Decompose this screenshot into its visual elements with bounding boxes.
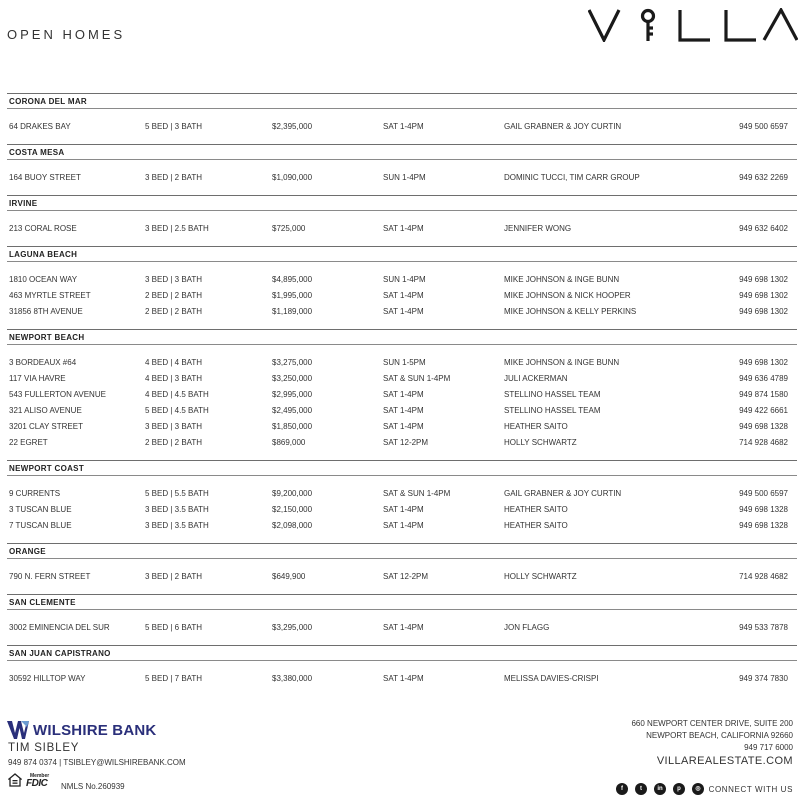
villa-logo <box>588 8 798 42</box>
listing-price: $2,150,000 <box>272 505 313 514</box>
bank-name: WILSHIRE BANK <box>33 721 157 739</box>
listing-address: 1810 OCEAN WAY <box>9 275 78 284</box>
equal-housing-icon <box>8 773 22 787</box>
listing-agent: MIKE JOHNSON & NICK HOOPER <box>504 291 631 300</box>
page-title: OPEN HOMES <box>7 27 126 42</box>
listing-agent: HOLLY SCHWARTZ <box>504 438 577 447</box>
city-listings <box>7 211 797 246</box>
city-header: SAN JUAN CAPISTRANO <box>7 645 797 661</box>
listing-beds-baths: 3 BED | 3 BATH <box>145 275 203 284</box>
listing-address: 64 DRAKES BAY <box>9 122 71 131</box>
listing-address: 3201 CLAY STREET <box>9 422 83 431</box>
listing-price: $3,380,000 <box>272 674 313 683</box>
listing-beds-baths: 4 BED | 3 BATH <box>145 374 203 383</box>
city-header: ORANGE <box>7 543 797 559</box>
loan-officer-name: TIM SIBLEY <box>8 742 80 754</box>
listing-phone: 949 636 4789 <box>739 374 788 383</box>
pinterest-icon[interactable]: p <box>673 783 685 795</box>
listing-phone: 949 698 1302 <box>739 307 788 316</box>
listing-beds-baths: 3 BED | 3 BATH <box>145 422 203 431</box>
table-row <box>7 221 797 237</box>
listing-phone: 714 928 4682 <box>739 572 788 581</box>
listing-beds-baths: 2 BED | 2 BATH <box>145 307 203 316</box>
table-row <box>7 387 797 403</box>
listing-price: $9,200,000 <box>272 489 313 498</box>
listing-price: $3,295,000 <box>272 623 313 632</box>
listing-price: $2,098,000 <box>272 521 313 530</box>
table-row <box>7 170 797 186</box>
listing-beds-baths: 5 BED | 3 BATH <box>145 122 203 131</box>
listing-open-time: SAT 12-2PM <box>383 438 429 447</box>
listing-phone: 949 698 1328 <box>739 505 788 514</box>
instagram-icon[interactable]: ◎ <box>692 783 704 795</box>
listing-price: $3,250,000 <box>272 374 313 383</box>
listing-beds-baths: 3 BED | 3.5 BATH <box>145 505 209 514</box>
nmls-number: NMLS No.260939 <box>61 782 125 791</box>
listing-open-time: SAT 1-4PM <box>383 674 424 683</box>
listing-agent: HEATHER SAITO <box>504 521 568 530</box>
office-address-line-1: 660 NEWPORT CENTER DRIVE, SUITE 200 <box>631 719 793 728</box>
listing-address: 30592 HILLTOP WAY <box>9 674 86 683</box>
listing-phone: 949 698 1328 <box>739 422 788 431</box>
facebook-icon[interactable]: f <box>616 783 628 795</box>
listing-agent: JULI ACKERMAN <box>504 374 568 383</box>
table-row <box>7 304 797 320</box>
listing-open-time: SAT 1-4PM <box>383 307 424 316</box>
city-header: SAN CLEMENTE <box>7 594 797 610</box>
wilshire-w-icon <box>7 721 29 739</box>
listing-agent: STELLINO HASSEL TEAM <box>504 406 601 415</box>
listing-open-time: SAT 1-4PM <box>383 390 424 399</box>
listing-address: 790 N. FERN STREET <box>9 572 91 581</box>
listing-phone: 949 500 6597 <box>739 122 788 131</box>
listing-phone: 949 374 7830 <box>739 674 788 683</box>
listing-open-time: SAT 1-4PM <box>383 122 424 131</box>
listing-beds-baths: 3 BED | 3.5 BATH <box>145 521 209 530</box>
listing-price: $4,895,000 <box>272 275 313 284</box>
city-header: NEWPORT BEACH <box>7 329 797 345</box>
listing-beds-baths: 5 BED | 5.5 BATH <box>145 489 209 498</box>
listing-address: 7 TUSCAN BLUE <box>9 521 72 530</box>
listing-phone: 949 422 6661 <box>739 406 788 415</box>
city-header: LAGUNA BEACH <box>7 246 797 262</box>
listing-beds-baths: 4 BED | 4.5 BATH <box>145 390 209 399</box>
listing-phone: 714 928 4682 <box>739 438 788 447</box>
city-header: CORONA DEL MAR <box>7 93 797 109</box>
listing-open-time: SAT 1-4PM <box>383 623 424 632</box>
listing-beds-baths: 4 BED | 4 BATH <box>145 358 203 367</box>
listing-open-time: SAT & SUN 1-4PM <box>383 374 451 383</box>
listing-address: 22 EGRET <box>9 438 48 447</box>
listing-price: $869,000 <box>272 438 306 447</box>
city-header: COSTA MESA <box>7 144 797 160</box>
listing-price: $2,995,000 <box>272 390 313 399</box>
city-listings <box>7 109 797 144</box>
listing-price: $1,850,000 <box>272 422 313 431</box>
city-listings <box>7 610 797 645</box>
listing-address: 3 TUSCAN BLUE <box>9 505 72 514</box>
listing-agent: MIKE JOHNSON & INGE BUNN <box>504 275 620 284</box>
office-address-line-2: NEWPORT BEACH, CALIFORNIA 92660 <box>646 731 793 740</box>
table-row <box>7 119 797 135</box>
listing-open-time: SAT 1-4PM <box>383 406 424 415</box>
linkedin-icon[interactable]: in <box>654 783 666 795</box>
listing-phone: 949 698 1302 <box>739 291 788 300</box>
listing-agent: GAIL GRABNER & JOY CURTIN <box>504 489 622 498</box>
city-header: NEWPORT COAST <box>7 460 797 476</box>
fdic-member-label: Member <box>30 773 50 779</box>
office-phone: 949 717 6000 <box>744 743 793 752</box>
listing-agent: MIKE JOHNSON & KELLY PERKINS <box>504 307 637 316</box>
listing-agent: JENNIFER WONG <box>504 224 572 233</box>
listing-agent: GAIL GRABNER & JOY CURTIN <box>504 122 622 131</box>
listing-price: $1,090,000 <box>272 173 313 182</box>
city-listings <box>7 661 797 696</box>
listing-address: 9 CURRENTS <box>9 489 61 498</box>
listing-beds-baths: 2 BED | 2 BATH <box>145 438 203 447</box>
fdic-logo <box>26 773 49 789</box>
listing-address: 321 ALISO AVENUE <box>9 406 82 415</box>
listing-beds-baths: 2 BED | 2 BATH <box>145 291 203 300</box>
listing-price: $2,495,000 <box>272 406 313 415</box>
listing-phone: 949 698 1302 <box>739 275 788 284</box>
table-row <box>7 486 797 502</box>
listing-price: $725,000 <box>272 224 306 233</box>
listing-address: 213 CORAL ROSE <box>9 224 77 233</box>
listing-address: 164 BUOY STREET <box>9 173 81 182</box>
connect-with-us: CONNECT WITH US <box>708 785 793 794</box>
city-header: IRVINE <box>7 195 797 211</box>
listing-phone: 949 632 2269 <box>739 173 788 182</box>
listing-price: $649,900 <box>272 572 306 581</box>
listing-address: 31856 8TH AVENUE <box>9 307 83 316</box>
listing-open-time: SUN 1-5PM <box>383 358 426 367</box>
listing-beds-baths: 5 BED | 4.5 BATH <box>145 406 209 415</box>
table-row <box>7 518 797 534</box>
listing-agent: MELISSA DAVIES-CRISPI <box>504 674 599 683</box>
listings-table <box>7 93 797 696</box>
listing-price: $1,995,000 <box>272 291 313 300</box>
listing-agent: JON FLAGG <box>504 623 550 632</box>
listing-price: $3,275,000 <box>272 358 313 367</box>
office-info <box>631 718 793 768</box>
table-row <box>7 355 797 371</box>
table-row <box>7 403 797 419</box>
listing-agent: MIKE JOHNSON & INGE BUNN <box>504 358 620 367</box>
listing-phone: 949 698 1328 <box>739 521 788 530</box>
table-row <box>7 569 797 585</box>
listing-agent: HEATHER SAITO <box>504 505 568 514</box>
table-row <box>7 620 797 636</box>
table-row <box>7 272 797 288</box>
listing-agent: DOMINIC TUCCI, TIM CARR GROUP <box>504 173 640 182</box>
listing-agent: HOLLY SCHWARTZ <box>504 572 577 581</box>
listing-phone: 949 698 1302 <box>739 358 788 367</box>
listing-open-time: SAT 1-4PM <box>383 505 424 514</box>
listing-phone: 949 533 7878 <box>739 623 788 632</box>
listing-phone: 949 632 6402 <box>739 224 788 233</box>
listing-open-time: SAT & SUN 1-4PM <box>383 489 451 498</box>
listing-phone: 949 500 6597 <box>739 489 788 498</box>
city-listings <box>7 559 797 594</box>
website-link[interactable]: VILLAREALESTATE.COM <box>656 755 793 767</box>
listing-address: 3002 EMINENCIA DEL SUR <box>9 623 110 632</box>
listing-address: 463 MYRTLE STREET <box>9 291 91 300</box>
listing-beds-baths: 3 BED | 2 BATH <box>145 173 203 182</box>
listing-address: 543 FULLERTON AVENUE <box>9 390 106 399</box>
twitter-icon[interactable]: t <box>635 783 647 795</box>
listing-beds-baths: 5 BED | 6 BATH <box>145 623 203 632</box>
listing-beds-baths: 3 BED | 2 BATH <box>145 572 203 581</box>
listing-open-time: SUN 1-4PM <box>383 173 426 182</box>
listing-open-time: SAT 1-4PM <box>383 224 424 233</box>
listing-open-time: SUN 1-4PM <box>383 275 426 284</box>
social-icons <box>616 783 704 795</box>
city-listings <box>7 262 797 329</box>
listing-address: 3 BORDEAUX #64 <box>9 358 77 367</box>
table-row <box>7 371 797 387</box>
fdic-label: FDIC <box>26 778 48 789</box>
listing-open-time: SAT 12-2PM <box>383 572 429 581</box>
city-listings <box>7 476 797 543</box>
listing-open-time: SAT 1-4PM <box>383 422 424 431</box>
table-row <box>7 435 797 451</box>
listing-agent: HEATHER SAITO <box>504 422 568 431</box>
listing-agent: STELLINO HASSEL TEAM <box>504 390 601 399</box>
table-row <box>7 671 797 687</box>
listing-open-time: SAT 1-4PM <box>383 521 424 530</box>
listing-phone: 949 874 1580 <box>739 390 788 399</box>
listing-beds-baths: 5 BED | 7 BATH <box>145 674 203 683</box>
listing-open-time: SAT 1-4PM <box>383 291 424 300</box>
city-listings <box>7 160 797 195</box>
city-listings <box>7 345 797 460</box>
wilshire-bank-logo <box>7 719 156 741</box>
listing-price: $1,189,000 <box>272 307 313 316</box>
table-row <box>7 419 797 435</box>
loan-officer-contact: 949 874 0374 | TSIBLEY@WILSHIREBANK.COM <box>8 758 186 767</box>
listing-address: 117 VIA HAVRE <box>9 374 66 383</box>
listing-price: $2,395,000 <box>272 122 313 131</box>
table-row <box>7 502 797 518</box>
table-row <box>7 288 797 304</box>
listing-beds-baths: 3 BED | 2.5 BATH <box>145 224 209 233</box>
